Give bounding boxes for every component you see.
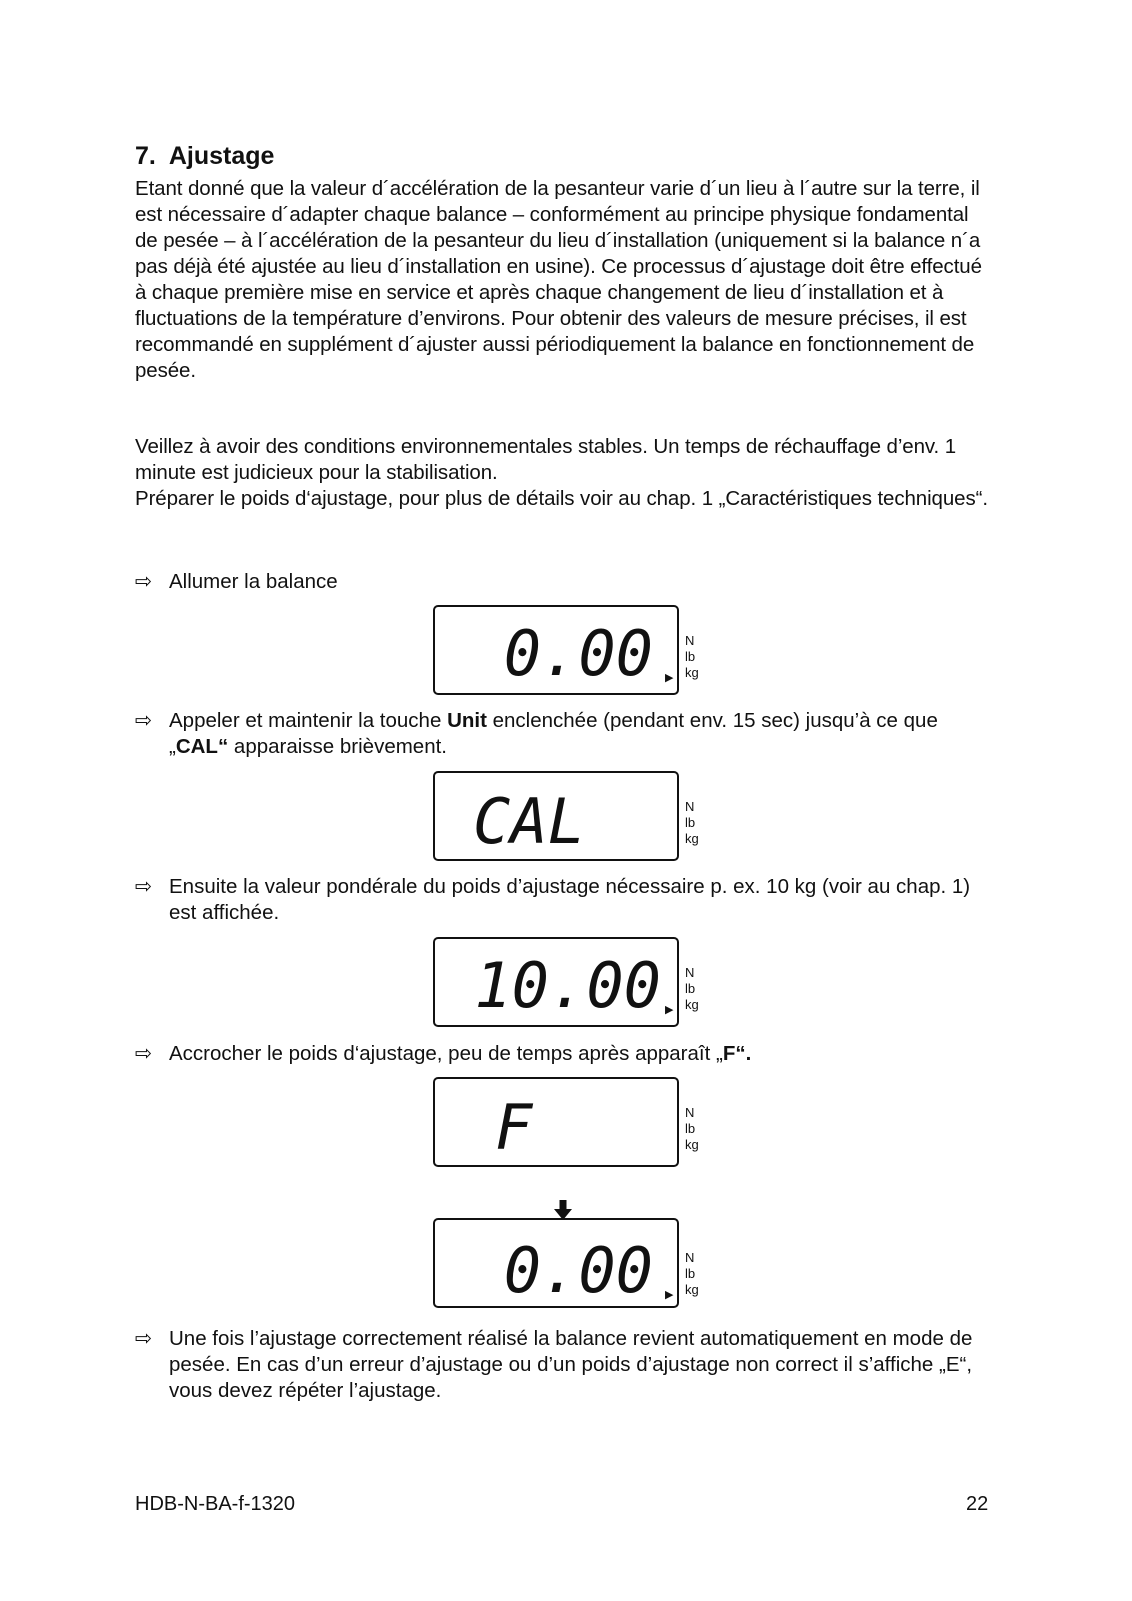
lcd-display-cal <box>433 771 715 863</box>
lcd-value: 0.00 <box>503 617 653 690</box>
unit-n: N <box>685 965 695 980</box>
unit-kg: kg <box>685 997 699 1012</box>
right-arrow-icon: ⇨ <box>135 875 153 898</box>
cal-label: CAL“ <box>175 735 229 758</box>
lcd-value: CAL <box>473 785 585 858</box>
lcd-value: 0.00 <box>503 1234 653 1307</box>
pointer-triangle-icon: ▶ <box>665 672 674 684</box>
unit-n: N <box>685 799 695 814</box>
right-arrow-icon: ⇨ <box>135 1042 153 1065</box>
lcd-display-ten <box>433 937 715 1029</box>
step-text: Ensuite la valeur pondérale du poids d’ajustage nécessaire p. ex. 10 kg (voir au chap. 1) est affichée. <box>169 875 971 924</box>
footer-doc-id: HDB-N-BA-f-1320 <box>135 1493 296 1515</box>
unit-n: N <box>685 1105 695 1120</box>
step-text: Appeler et maintenir la touche Unit enclenchée (pendant env. 15 sec) jusqu’à ce que „CAL“ apparaisse brièvement. <box>169 709 938 758</box>
section-number: 7. <box>135 142 156 170</box>
unit-lb: lb <box>685 1266 696 1281</box>
prepare-weight-paragraph: Préparer le poids d‘ajustage, pour plus de détails voir au chap. 1 „Caractéristiques techniques“. <box>135 487 988 510</box>
step-text: Une fois l’ajustage correctement réalisé la balance revient automatiquement en mode de pesée. En cas d’un erreur d’ajustage ou d’un poids d’ajustage non correct il s’affiche „E“, vous devez répéter l’ajustage. <box>169 1327 973 1402</box>
lcd-digits <box>433 1218 679 1308</box>
unit-lb: lb <box>685 1121 696 1136</box>
lcd-digits <box>433 1077 679 1167</box>
unit-kg: kg <box>685 1137 699 1152</box>
footer-page-number: 22 <box>966 1493 989 1515</box>
unit-labels <box>685 1250 699 1298</box>
lcd-digits <box>433 605 679 695</box>
step-text: Allumer la balance <box>169 570 338 593</box>
lcd-digits <box>433 771 679 861</box>
conditions-paragraph: Veillez à avoir des conditions environnementales stables. Un temps de réchauffage d’env. 1 minute est judicieux pour la stabilisation. <box>135 435 956 484</box>
f-label: F“. <box>722 1042 752 1065</box>
unit-n: N <box>685 1250 695 1265</box>
right-arrow-icon: ⇨ <box>135 570 153 593</box>
unit-labels <box>685 799 699 847</box>
unit-kg: kg <box>685 1282 699 1297</box>
unit-labels <box>685 1105 699 1153</box>
intro-paragraph: Etant donné que la valeur d´accélération de la pesanteur varie d´un lieu à l´autre sur la terre, il est nécessaire d´adapter chaque balance – conformément au principe physique fondamental de pesée – à l´accélération de la pesanteur du lieu d´installation (uniquement si la balance n´a pas déjà été ajustée au lieu d´installation en usine). Ce processus d´ajustage doit être effectué à chaque première mise en service et après chaque changement de lieu d´installation et à fluctuations de la température d’environs. Pour obtenir des valeurs de mesure précises, il est recommandé en supplément d´ajuster aussi périodiquement la balance en fonctionnement de pesée. <box>135 177 982 382</box>
step-text: Accrocher le poids d‘ajustage, peu de temps après apparaît „F“. <box>169 1042 752 1065</box>
unit-kg: kg <box>685 665 699 680</box>
lcd-digits <box>433 937 679 1027</box>
unit-n: N <box>685 633 695 648</box>
lcd-display-zero-final <box>433 1218 715 1310</box>
unit-labels <box>685 965 699 1013</box>
section-heading <box>135 142 274 171</box>
unit-labels <box>685 633 699 681</box>
lcd-value: F <box>495 1091 533 1164</box>
pointer-triangle-icon: ▶ <box>665 1289 674 1301</box>
lcd-display-zero <box>433 605 715 697</box>
unit-lb: lb <box>685 815 696 830</box>
lcd-value: 10.00 <box>474 949 661 1022</box>
lcd-display-f <box>433 1077 715 1169</box>
unit-lb: lb <box>685 981 696 996</box>
unit-lb: lb <box>685 649 696 664</box>
right-arrow-icon: ⇨ <box>135 709 153 732</box>
section-title: Ajustage <box>168 142 275 170</box>
pointer-triangle-icon: ▶ <box>665 1004 674 1016</box>
unit-kg: kg <box>685 831 699 846</box>
right-arrow-icon: ⇨ <box>135 1327 153 1350</box>
unit-key-label: Unit <box>447 709 487 732</box>
